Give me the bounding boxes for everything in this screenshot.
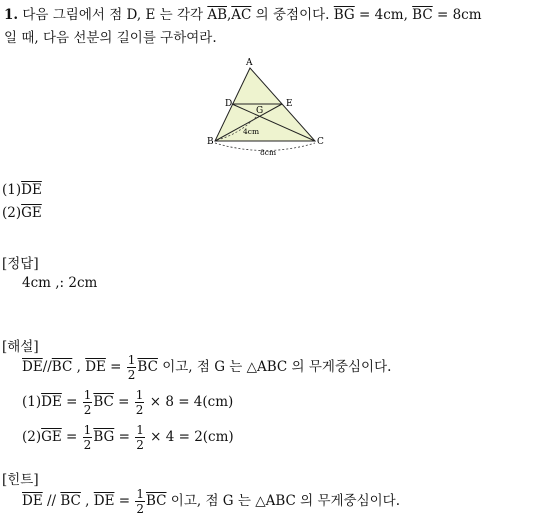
- exp2-denominator-1: 2: [83, 403, 92, 417]
- exp2-fraction-1: [83, 389, 93, 416]
- exp1-sep: ,: [72, 359, 86, 375]
- exp1-seg-bc-2: $\overline{BC}$: [137, 359, 158, 375]
- question-1: [2, 182, 42, 198]
- exp3-rest: × 4 = 2(cm): [145, 429, 234, 445]
- stem-comma: ,: [227, 7, 232, 23]
- exp1-numerator: 1: [127, 353, 136, 367]
- bc-length-label: 8cm: [260, 148, 277, 157]
- exp2-denominator-2: 2: [135, 403, 144, 417]
- explanation-line-1: [22, 354, 391, 381]
- exp3-denominator-2: 2: [136, 438, 144, 452]
- stem-eq-bc: = 8cm: [432, 7, 482, 23]
- exp2-eq1: =: [61, 394, 82, 410]
- hint-header: [힌트]: [2, 472, 39, 488]
- hint-seg-bc-2: $\overline{BC}$: [146, 493, 167, 509]
- exp2-eq2: =: [113, 394, 134, 410]
- stem-eq-bg: = 4cm,: [354, 7, 413, 23]
- exp1-rest: 이고, 점 G 는 △ABC 의 무게중심이다.: [157, 359, 392, 375]
- segment-ab: $\overline{AB}$: [207, 7, 227, 23]
- hint-line: [22, 488, 400, 515]
- problem-stem-line1: [4, 3, 482, 23]
- question-1-prefix: (1): [2, 182, 22, 198]
- hint-denominator: 2: [136, 502, 144, 516]
- exp2-numerator-1: 1: [83, 388, 92, 402]
- exp2-fraction-2: [135, 389, 145, 416]
- exp1-denominator: 2: [127, 368, 136, 382]
- exp3-fraction-2: [135, 424, 145, 451]
- exp1-eq: =: [105, 359, 126, 375]
- exp2-numerator-2: 1: [135, 388, 144, 402]
- answer-header: [정답]: [2, 256, 39, 272]
- hint-eq: =: [114, 493, 135, 509]
- exp3-fraction-1: [83, 424, 93, 451]
- exp1-seg-de: $\overline{DE}$: [22, 359, 43, 375]
- hint-fraction: [135, 488, 145, 515]
- exp3-seg-ge: $\overline{GE}$: [41, 429, 62, 445]
- exp2-seg-bc: $\overline{BC}$: [93, 394, 114, 410]
- answer-text: 4cm ,: 2cm: [22, 275, 98, 291]
- problem-number: 1.: [4, 7, 19, 23]
- exp3-eq1: =: [61, 429, 82, 445]
- stem-text-1: 다음 그림에서 점 D, E 는 각각: [22, 7, 208, 23]
- problem-stem-line2: 일 때, 다음 선분의 길이를 구하여라.: [4, 30, 217, 46]
- hint-sep: ,: [80, 493, 94, 509]
- exp1-parallel: //: [42, 359, 52, 375]
- exp2-rest: × 8 = 4(cm): [145, 394, 234, 410]
- exp3-seg-bg: $\overline{BG}$: [93, 429, 115, 445]
- question-2: [2, 205, 42, 221]
- exp3-denominator-1: 2: [83, 438, 92, 452]
- exp3-eq2: =: [114, 429, 135, 445]
- label-b: B: [207, 137, 214, 147]
- explanation-line-3: [22, 424, 234, 451]
- question-2-segment: $\overline{GE}$: [21, 205, 42, 221]
- exp1-seg-bc: $\overline{BC}$: [51, 359, 73, 375]
- question-1-segment: $\overline{DE}$: [21, 182, 42, 198]
- exp2-prefix: (1): [22, 394, 42, 410]
- explanation-line-2: [22, 389, 233, 416]
- hint-rest: 이고, 점 G 는 △ABC 의 무게중심이다.: [166, 493, 401, 509]
- hint-seg-bc: $\overline{BC}$: [60, 493, 81, 509]
- hint-parallel: //: [42, 493, 61, 509]
- label-g: G: [256, 106, 264, 116]
- label-c: C: [317, 137, 324, 147]
- label-e: E: [286, 99, 293, 109]
- segment-ac: $\overline{AC}$: [231, 7, 252, 23]
- question-2-prefix: (2): [2, 205, 22, 221]
- bg-length-label: 4cm: [243, 127, 260, 136]
- label-d: D: [225, 99, 233, 109]
- exp3-numerator-2: 1: [136, 423, 144, 437]
- segment-bc: $\overline{BC}$: [412, 7, 433, 23]
- exp3-prefix: (2): [22, 429, 42, 445]
- label-a: A: [246, 58, 253, 68]
- hint-seg-de: $\overline{DE}$: [22, 493, 43, 509]
- segment-bg: $\overline{BG}$: [333, 7, 355, 23]
- hint-seg-de-2: $\overline{DE}$: [93, 493, 115, 509]
- explanation-header: [해설]: [2, 339, 39, 355]
- triangle-figure: [200, 54, 330, 158]
- hint-numerator: 1: [136, 487, 144, 501]
- exp1-fraction: [127, 354, 137, 381]
- exp3-numerator-1: 1: [83, 423, 92, 437]
- exp2-seg-de: $\overline{DE}$: [41, 394, 62, 410]
- exp1-seg-de-2: $\overline{DE}$: [85, 359, 106, 375]
- stem-text-2: 의 중점이다.: [251, 7, 334, 23]
